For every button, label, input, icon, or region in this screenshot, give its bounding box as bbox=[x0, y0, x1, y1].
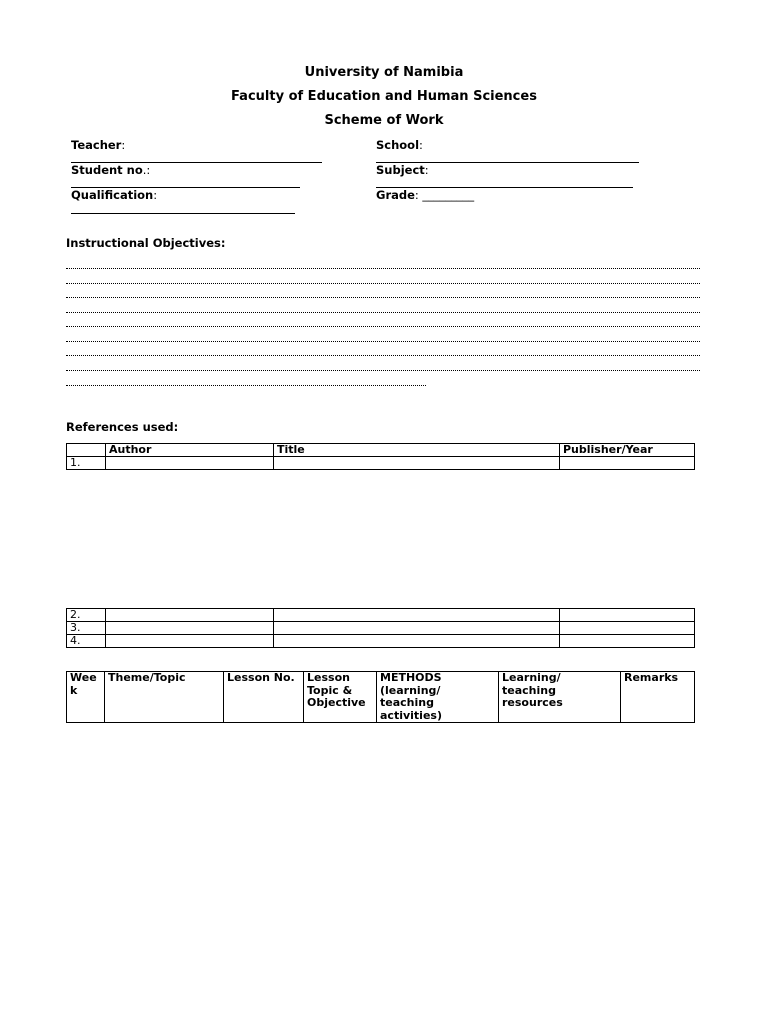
row-number: 4. bbox=[67, 635, 106, 648]
title-cell[interactable] bbox=[274, 635, 560, 648]
student-no-suffix: .: bbox=[142, 163, 151, 177]
references-header-author: Author bbox=[106, 444, 274, 457]
author-cell[interactable] bbox=[106, 609, 274, 622]
references-header-cell bbox=[67, 444, 106, 457]
objectives-dotted-line[interactable] bbox=[66, 385, 426, 386]
subject-suffix: : bbox=[424, 163, 429, 177]
row-number: 3. bbox=[67, 622, 106, 635]
table-row bbox=[67, 622, 695, 635]
row-number: 2. bbox=[67, 609, 106, 622]
header-methods: METHODS (learning/ teaching activities) bbox=[377, 672, 499, 723]
student-no-field bbox=[71, 163, 150, 177]
qualification-field bbox=[71, 188, 157, 202]
student-no-label: Student no bbox=[71, 163, 143, 177]
subject-label: Subject bbox=[376, 163, 425, 177]
objectives-dotted-line[interactable] bbox=[66, 370, 700, 371]
publisher-cell[interactable] bbox=[560, 457, 695, 470]
header-week: Wee k bbox=[67, 672, 105, 723]
table-row bbox=[67, 457, 695, 470]
qualification-input-line[interactable] bbox=[71, 213, 295, 214]
qualification-label: Qualification bbox=[71, 188, 154, 202]
grade-suffix: : _________ bbox=[414, 188, 475, 202]
school-suffix: : bbox=[419, 138, 423, 152]
row-number: 1. bbox=[67, 457, 106, 470]
header-remarks: Remarks bbox=[621, 672, 695, 723]
author-cell[interactable] bbox=[106, 622, 274, 635]
teacher-suffix: : bbox=[121, 138, 126, 152]
publisher-cell[interactable] bbox=[560, 609, 695, 622]
header-lesson-no: Lesson No. bbox=[224, 672, 304, 723]
table-row bbox=[67, 609, 695, 622]
teacher-field bbox=[71, 138, 125, 152]
subject-field bbox=[376, 163, 429, 177]
objectives-dotted-line[interactable] bbox=[66, 297, 700, 298]
weekly-scheme-table bbox=[66, 671, 695, 723]
header-lesson-topic: Lesson Topic & Objective bbox=[304, 672, 377, 723]
title-cell[interactable] bbox=[274, 622, 560, 635]
grade-field[interactable] bbox=[376, 188, 474, 202]
objectives-label: Instructional Objectives: bbox=[66, 236, 226, 250]
author-cell[interactable] bbox=[106, 457, 274, 470]
publisher-cell[interactable] bbox=[560, 635, 695, 648]
references-header-publisher: Publisher/Year bbox=[560, 444, 695, 457]
publisher-cell[interactable] bbox=[560, 622, 695, 635]
references-header-row bbox=[67, 444, 695, 457]
objectives-dotted-line[interactable] bbox=[66, 326, 700, 327]
references-table-continued bbox=[66, 608, 695, 648]
university-title: University of Namibia bbox=[304, 65, 464, 80]
table-row bbox=[67, 635, 695, 648]
weekly-header-row bbox=[67, 672, 695, 723]
references-label: References used: bbox=[66, 420, 179, 434]
objectives-dotted-line[interactable] bbox=[66, 283, 700, 284]
header-theme-topic: Theme/Topic bbox=[105, 672, 224, 723]
school-field bbox=[376, 138, 423, 152]
objectives-dotted-line[interactable] bbox=[66, 341, 700, 342]
author-cell[interactable] bbox=[106, 635, 274, 648]
faculty-title: Faculty of Education and Human Sciences bbox=[231, 89, 537, 104]
title-cell[interactable] bbox=[274, 609, 560, 622]
document-title: Scheme of Work bbox=[324, 113, 444, 128]
title-cell[interactable] bbox=[274, 457, 560, 470]
grade-label: Grade bbox=[376, 188, 415, 202]
school-label: School bbox=[376, 138, 420, 152]
header-resources: Learning/ teaching resources bbox=[499, 672, 621, 723]
qualification-suffix: : bbox=[153, 188, 158, 202]
objectives-dotted-line[interactable] bbox=[66, 268, 700, 269]
teacher-label: Teacher bbox=[71, 138, 122, 152]
objectives-dotted-line[interactable] bbox=[66, 355, 700, 356]
references-table bbox=[66, 443, 695, 470]
references-header-title: Title bbox=[274, 444, 560, 457]
objectives-dotted-line[interactable] bbox=[66, 312, 700, 313]
